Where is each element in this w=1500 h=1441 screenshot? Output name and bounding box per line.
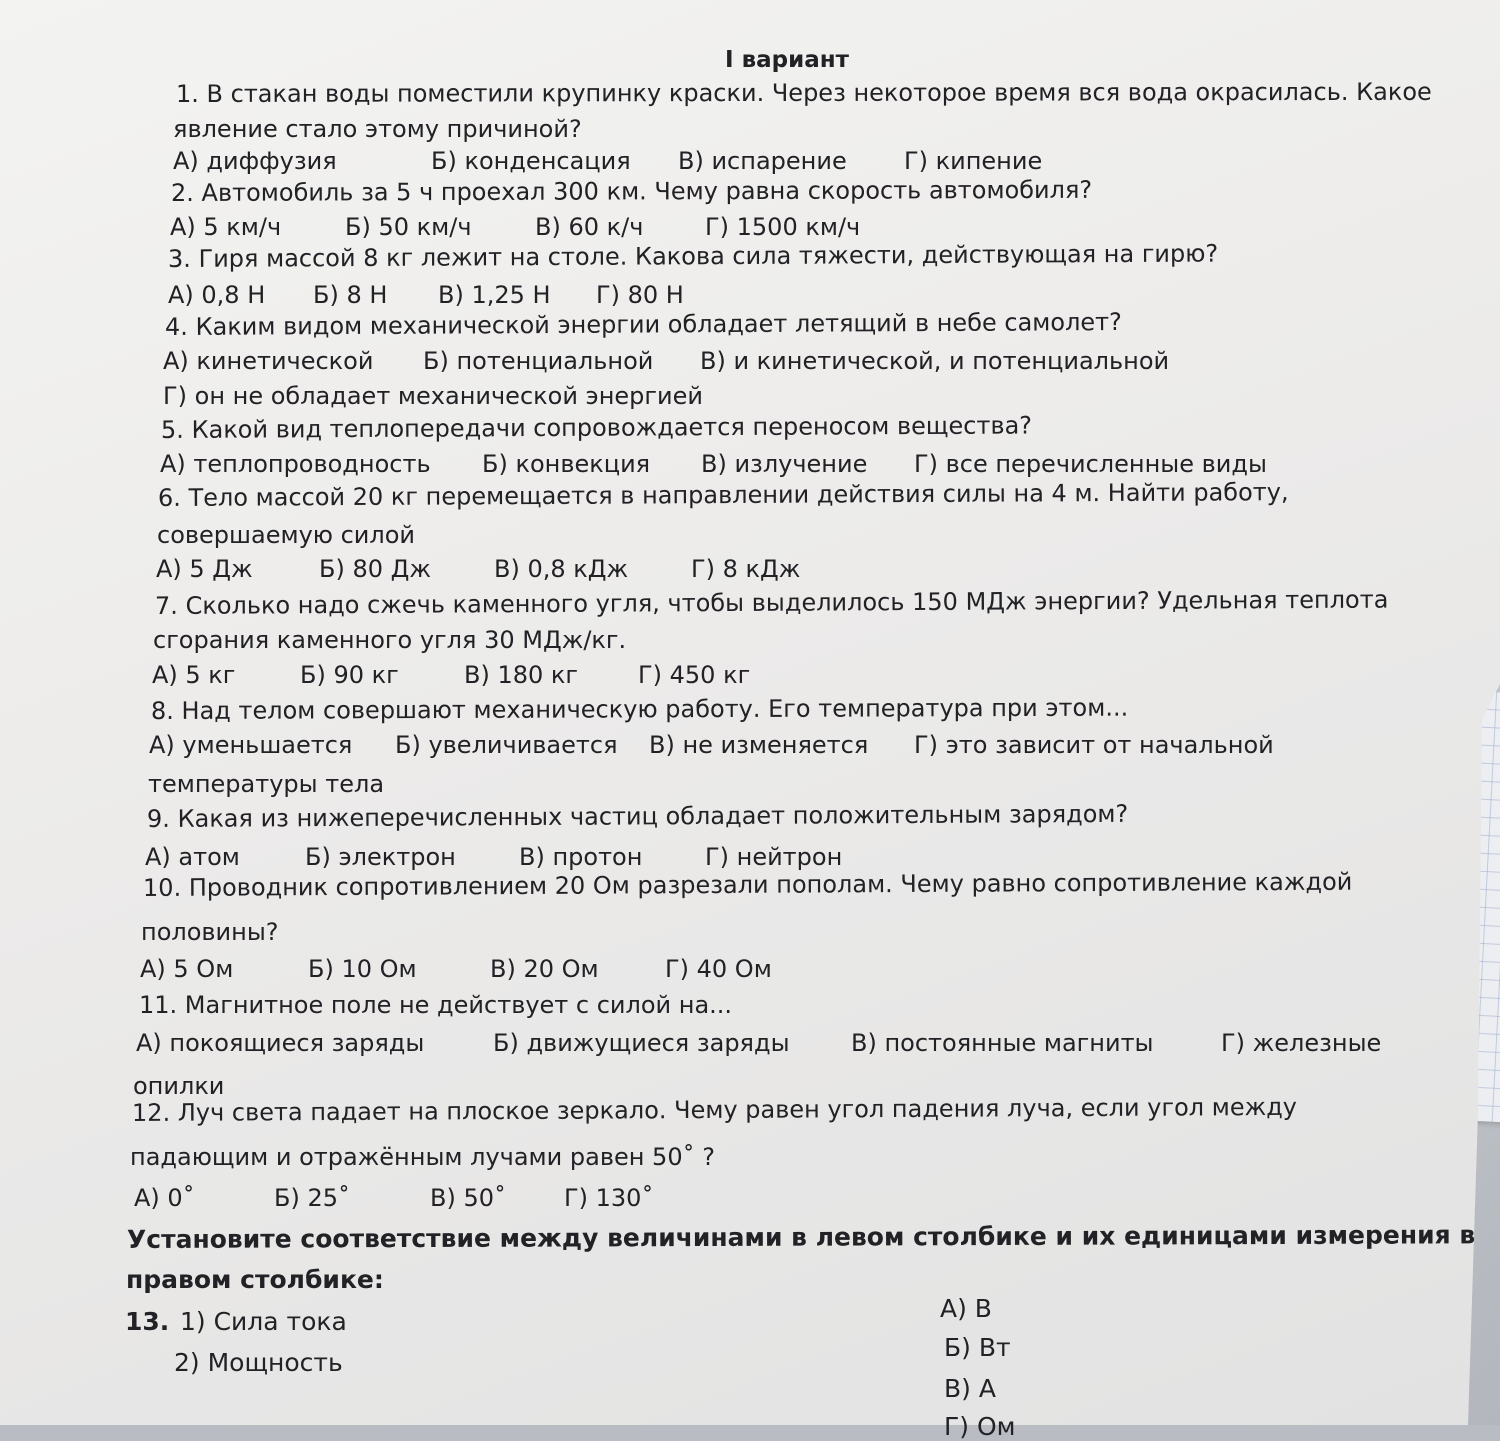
question-5-option-d: Г) все перечисленные виды [914,450,1267,478]
question-2-option-d: Г) 1500 км/ч [705,213,861,241]
matching-right-d: Г) Ом [944,1412,1016,1441]
question-5-text: 5. Какой вид теплопередачи сопровождается переносом вещества? [160,411,1033,444]
question-5-option-b: Б) конвекция [482,450,651,478]
question-10-option-a: А) 5 Ом [140,955,234,983]
question-9-text: 9. Какая из нижеперечисленных частиц обладает положительным зарядом? [146,799,1129,833]
question-7-option-c: В) 180 кг [464,661,578,689]
matching-right-b: Б) Вт [944,1333,1011,1362]
question-2-option-a: А) 5 км/ч [170,213,282,241]
question-2-text: 2. Автомобиль за 5 ч проехал 300 км. Чему равна скорость автомобиля? [170,175,1093,207]
question-12-option-b: Б) 25˚ [274,1184,350,1212]
question-9-option-d: Г) нейтрон [705,843,843,871]
question-9-option-b: Б) электрон [305,843,456,871]
question-8-option-a: А) уменьшается [149,731,353,759]
question-10-option-d: Г) 40 Ом [665,955,772,983]
question-1-option-d: Г) кипение [904,147,1043,175]
matching-left-1: 1) Сила тока [180,1307,347,1336]
matching-right-a: А) В [940,1294,992,1323]
question-12-text-2: падающим и отражённым лучами равен 50˚ ? [130,1143,715,1171]
question-9-option-c: В) протон [519,843,643,871]
variant-title: I вариант [725,47,849,73]
question-3-option-b: Б) 8 Н [313,281,388,309]
question-11-option-d: Г) железные [1221,1029,1382,1057]
question-7-option-d: Г) 450 кг [638,661,751,689]
question-4-option-b: Б) потенциальной [423,347,654,375]
question-8-option-d-cont: температуры тела [148,770,385,798]
question-10-option-c: В) 20 Ом [490,955,599,983]
question-7-text-2: сгорания каменного угля 30 МДж/кг. [153,626,627,654]
question-1-text-1: 1. В стакан воды поместили крупинку краски. Через некоторое время вся вода окрасилась. Какое [175,77,1432,108]
question-7-option-b: Б) 90 кг [300,661,399,689]
question-9-option-a: А) атом [145,843,240,871]
question-11-option-c: В) постоянные магниты [851,1029,1154,1057]
question-8-text: 8. Над телом совершают механическую работу. Его температура при этом... [150,693,1129,725]
question-3-text: 3. Гиря массой 8 кг лежит на столе. Какова сила тяжести, действующая на гирю? [167,239,1219,273]
question-6-text-1: 6. Тело массой 20 кг перемещается в направлении действия силы на 4 м. Найти работу, [157,478,1289,512]
question-8-option-c: В) не изменяется [649,731,869,759]
question-3-option-d: Г) 80 Н [596,281,684,309]
matching-left-2: 2) Мощность [174,1348,343,1377]
question-12-option-a: А) 0˚ [134,1184,195,1212]
question-11-option-a: А) покоящиеся заряды [136,1029,425,1057]
question-5-option-c: В) излучение [701,450,868,478]
question-11-option-d-cont: опилки [133,1072,225,1100]
question-1-option-b: Б) конденсация [431,147,631,175]
question-5-option-a: А) теплопроводность [160,450,431,478]
matching-instruction-1: Установите соответствие между величинами в левом столбике и их единицами измерения в [126,1220,1476,1254]
question-10-text-2: половины? [141,918,279,946]
question-8-option-b: Б) увеличивается [395,731,618,759]
question-6-option-d: Г) 8 кДж [691,555,801,583]
question-11-option-b: Б) движущиеся заряды [493,1029,790,1057]
question-12-text-1: 12. Луч света падает на плоское зеркало. Чему равен угол падения луча, если угол между [131,1092,1298,1127]
question-4-option-a: А) кинетической [163,347,374,375]
matching-instruction-2: правом столбике: [126,1265,384,1294]
question-1-option-c: В) испарение [678,147,847,175]
question-6-option-b: Б) 80 Дж [319,555,431,583]
question-10-text-1: 10. Проводник сопротивлением 20 Ом разрезали пополам. Чему равно сопротивление каждой [142,867,1353,902]
matching-right-c: В) А [944,1374,996,1403]
question-7-option-a: А) 5 кг [152,661,236,689]
question-6-option-a: А) 5 Дж [156,555,253,583]
question-12-option-d: Г) 130˚ [564,1184,654,1212]
question-3-option-c: В) 1,25 Н [438,281,551,309]
question-4-text: 4. Каким видом механической энергии обладает летящий в небе самолет? [164,307,1122,341]
question-4-option-c: В) и кинетической, и потенциальной [700,347,1170,375]
question-11-text: 11. Магнитное поле не действует с силой на... [139,991,733,1019]
question-12-option-c: В) 50˚ [430,1184,506,1212]
question-3-option-a: А) 0,8 Н [168,281,266,309]
question-7-text-1: 7. Сколько надо сжечь каменного угля, чтобы выделилось 150 МДж энергии? Удельная теплота [154,585,1389,620]
question-6-text-2: совершаемую силой [157,521,416,549]
question-10-option-b: Б) 10 Ом [308,955,417,983]
question-1-text-2: явление стало этому причиной? [173,115,582,143]
question-2-option-c: В) 60 к/ч [535,213,644,241]
question-1-option-a: А) диффузия [173,147,337,175]
question-8-option-d: Г) это зависит от начальной [914,731,1274,759]
question-2-option-b: Б) 50 км/ч [345,213,472,241]
question-6-option-c: В) 0,8 кДж [494,555,629,583]
question-13-number: 13. [125,1307,170,1336]
question-4-option-d: Г) он не обладает механической энергией [163,382,703,410]
